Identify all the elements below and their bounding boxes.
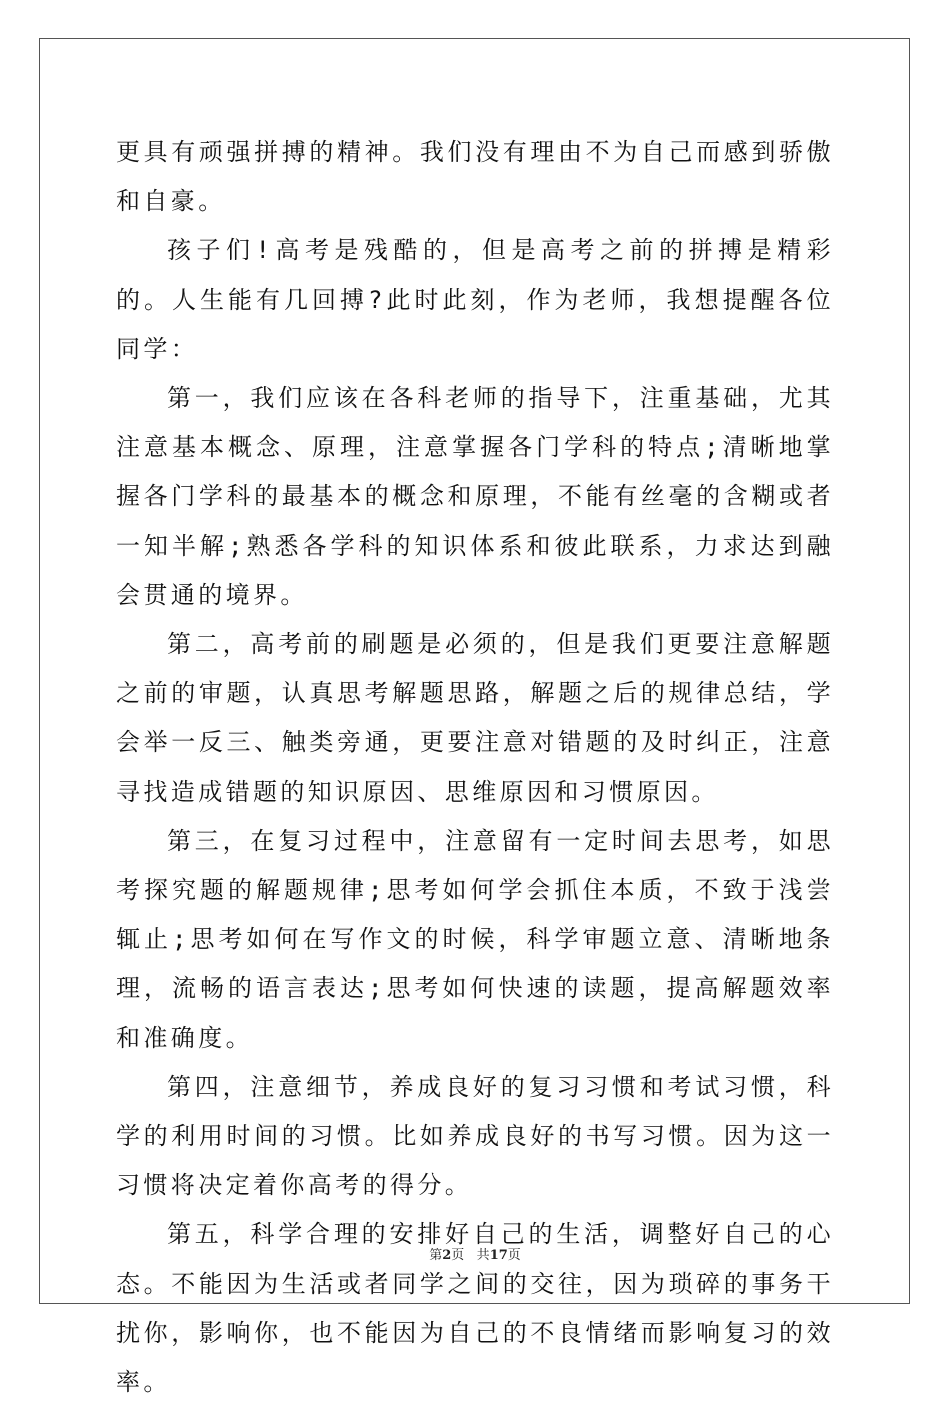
page-total: 17 xyxy=(489,1248,508,1263)
paragraph-4: 第二，高考前的刷题是必须的，但是我们更要注意解题之前的审题，认真思考解题思路，解题之后的规律总结，学会举一反三、触类旁通，更要注意对错题的及时纠正，注意寻找造成错题的知识原因、思维原因和习惯原因。 xyxy=(116,630,834,806)
page-current: 2 xyxy=(442,1248,452,1263)
page-suffix: 页 xyxy=(451,1248,465,1263)
page-footer xyxy=(0,1244,950,1263)
paragraph-5: 第三，在复习过程中，注意留有一定时间去思考，如思考探究题的解题规律;思考如何学会抓住本质，不致于浅尝辄止;思考如何在写作文的时候，科学审题立意、清晰地条理，流畅的语言表达;思考如何快速的读题，提高解题效率和准确度。 xyxy=(116,826,834,1052)
paragraph-1: 更具有顽强拼搏的精神。我们没有理由不为自己而感到骄傲和自豪。 xyxy=(116,138,834,216)
total-suffix: 页 xyxy=(507,1248,521,1263)
document-body xyxy=(116,128,834,1407)
page-prefix: 第 xyxy=(429,1248,443,1263)
paragraph-3: 第一，我们应该在各科老师的指导下，注重基础，尤其注意基本概念、原理，注意掌握各门学科的特点;清晰地掌握各门学科的最基本的概念和原理，不能有丝毫的含糊或者一知半解;熟悉各学科的知识体系和彼此联系，力求达到融会贯通的境界。 xyxy=(116,384,834,609)
paragraph-6: 第四，注意细节，养成良好的复习习惯和考试习惯，科学的利用时间的习惯。比如养成良好的书写习惯。因为这一习惯将决定着你高考的得分。 xyxy=(116,1072,834,1200)
total-prefix: 共 xyxy=(476,1248,490,1263)
paragraph-2: 孩子们!高考是残酷的，但是高考之前的拼搏是精彩的。人生能有几回搏?此时此刻，作为老师，我想提醒各位同学： xyxy=(116,236,834,363)
paragraph-7: 第五，科学合理的安排好自己的生活，调整好自己的心态。不能因为生活或者同学之间的交往，因为琐碎的事务干扰你，影响你，也不能因为自己的不良情绪而影响复习的效率。 xyxy=(116,1220,834,1397)
